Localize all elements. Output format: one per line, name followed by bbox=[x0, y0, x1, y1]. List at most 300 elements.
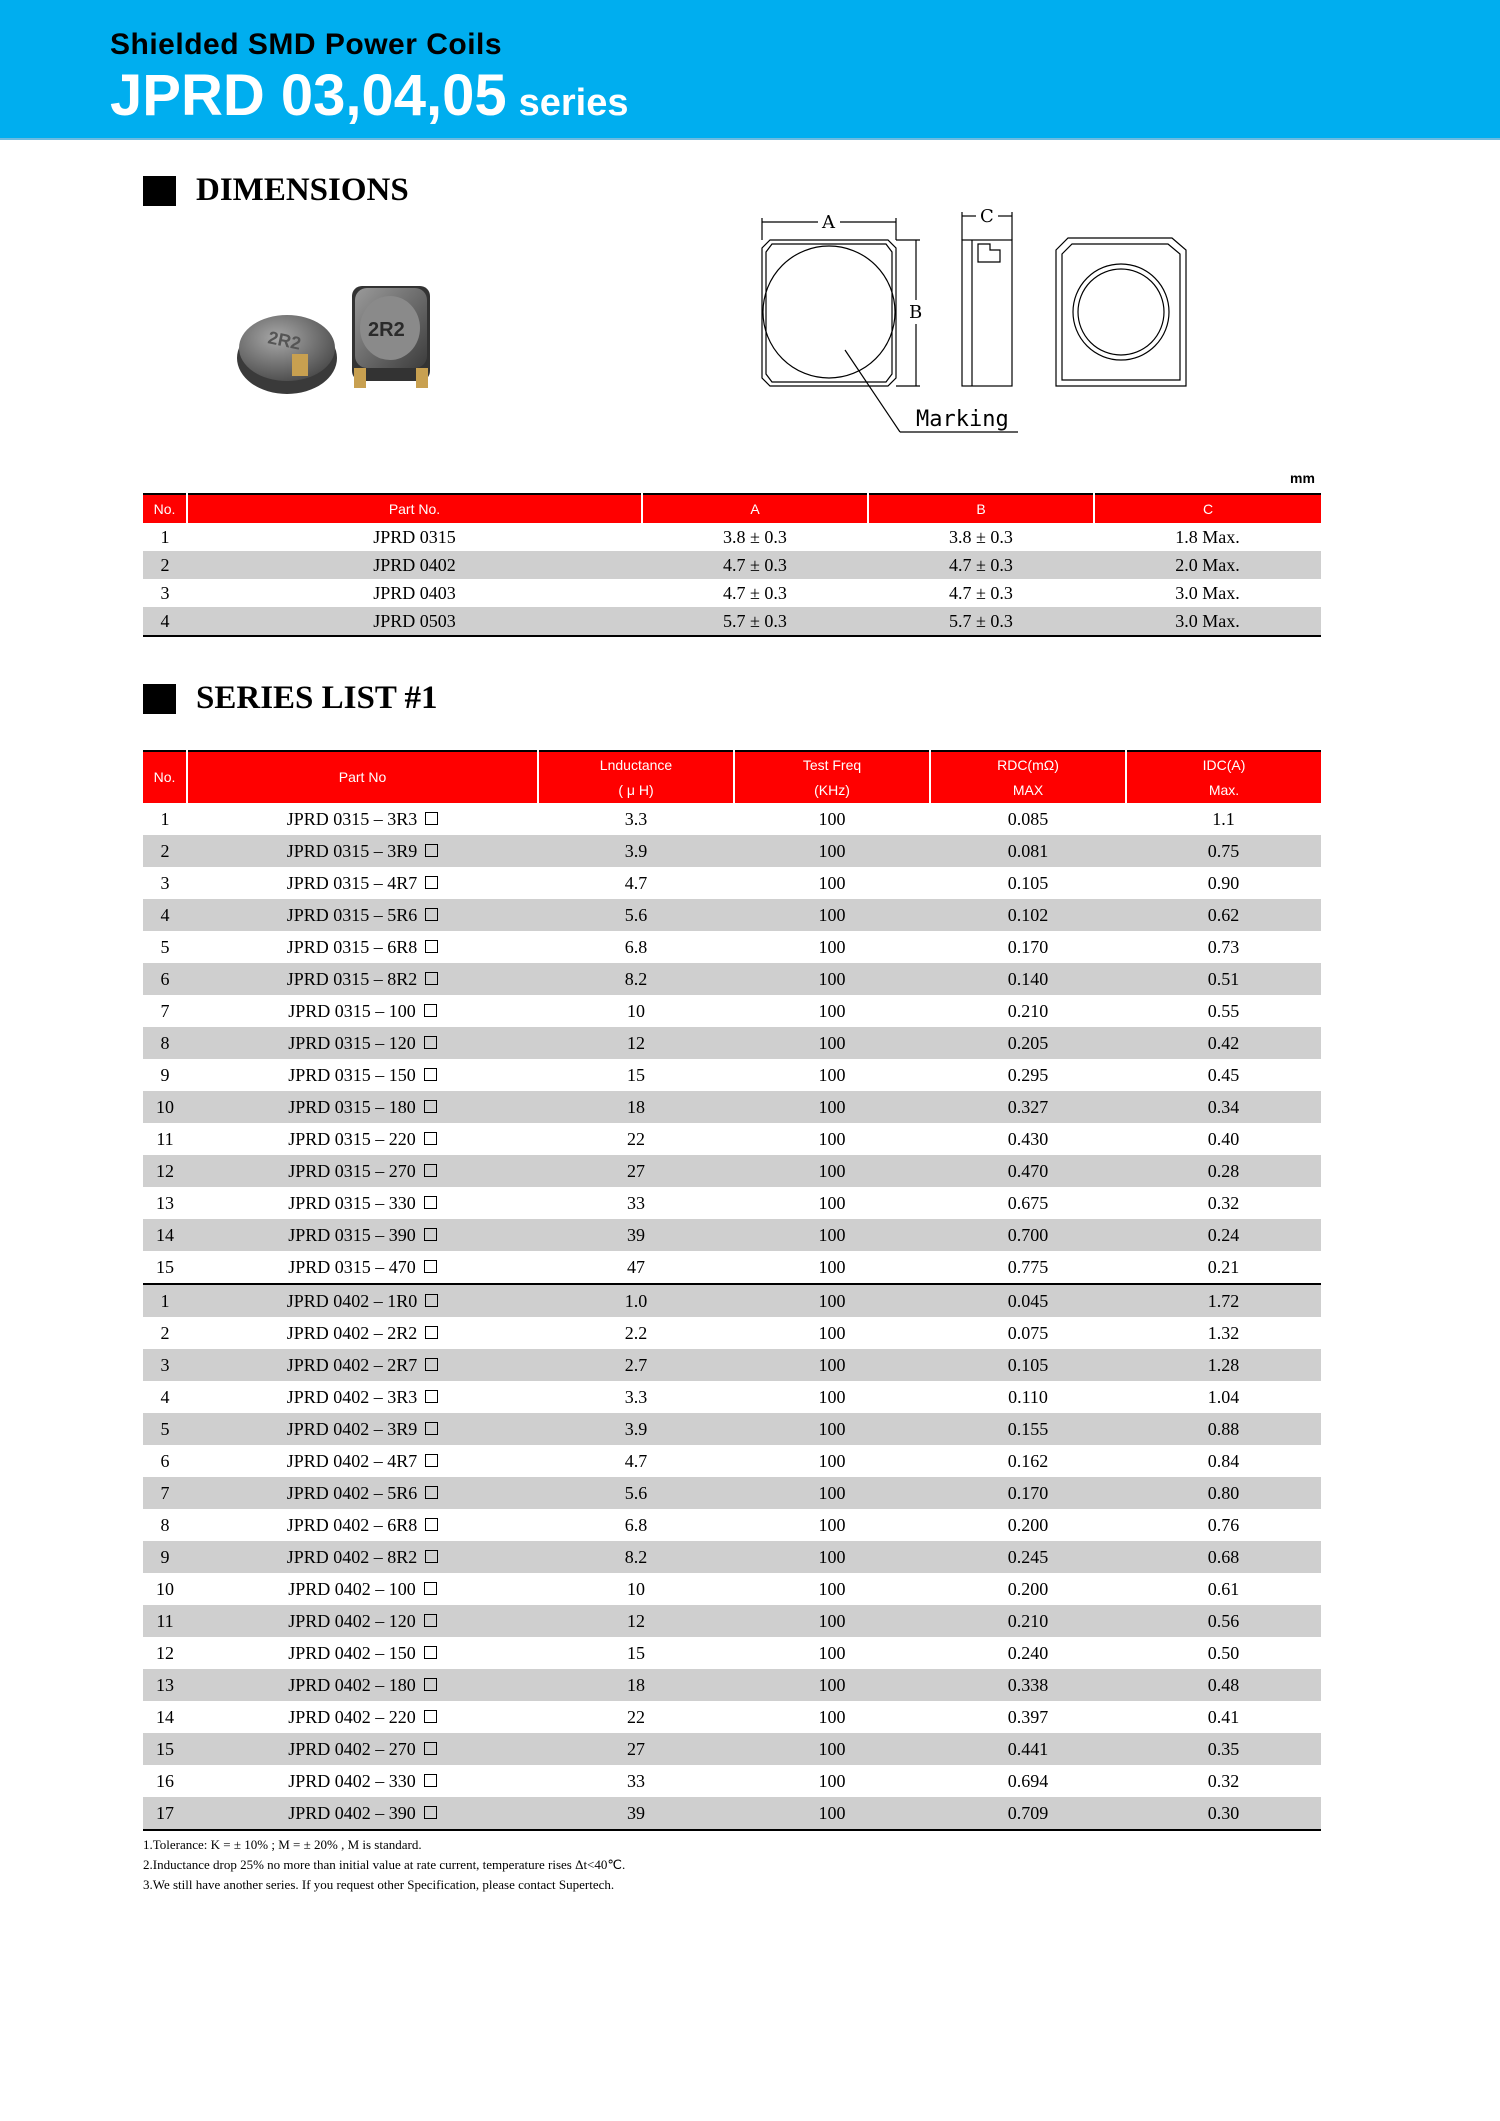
cell-c: 2.0 Max. bbox=[1094, 551, 1321, 579]
cell-test-freq: 100 bbox=[734, 1284, 930, 1317]
part-number-text: JPRD 0315 – 6R8 bbox=[286, 936, 418, 957]
cell-part-no bbox=[187, 867, 538, 899]
table-row bbox=[143, 551, 1321, 579]
series-header-part-no bbox=[187, 751, 538, 803]
table-row bbox=[143, 1509, 1321, 1541]
cell-idc: 1.1 bbox=[1126, 803, 1321, 835]
table-row bbox=[143, 899, 1321, 931]
cell-inductance: 39 bbox=[538, 1219, 734, 1251]
cell-inductance: 39 bbox=[538, 1797, 734, 1830]
cell-no: 14 bbox=[143, 1701, 187, 1733]
cell-test-freq: 100 bbox=[734, 1349, 930, 1381]
cell-test-freq: 100 bbox=[734, 1123, 930, 1155]
photo-marking-1: 2R2 bbox=[266, 327, 303, 354]
cell-no: 15 bbox=[143, 1733, 187, 1765]
table-row bbox=[143, 1317, 1321, 1349]
table-row bbox=[143, 1059, 1321, 1091]
cell-inductance: 22 bbox=[538, 1123, 734, 1155]
dimensions-heading bbox=[143, 172, 409, 209]
cell-part-no bbox=[187, 1605, 538, 1637]
part-number-text: JPRD 0315 – 330 bbox=[288, 1192, 416, 1213]
table-row bbox=[143, 1605, 1321, 1637]
tolerance-box-icon bbox=[425, 1358, 438, 1371]
header-title-main: JPRD 03,04,05 bbox=[110, 63, 507, 128]
tolerance-box-icon bbox=[425, 940, 438, 953]
drawing-marking-label: Marking bbox=[916, 407, 1009, 432]
cell-part-no bbox=[187, 963, 538, 995]
part-number-text: JPRD 0315 – 3R3 bbox=[286, 808, 418, 829]
cell-no: 13 bbox=[143, 1187, 187, 1219]
cell-idc: 0.28 bbox=[1126, 1155, 1321, 1187]
cell-idc: 1.28 bbox=[1126, 1349, 1321, 1381]
part-number-text: JPRD 0315 – 5R6 bbox=[286, 904, 418, 925]
table-row bbox=[143, 963, 1321, 995]
tolerance-box-icon bbox=[424, 1710, 437, 1723]
series-header-rdc-unit: MAX bbox=[1012, 781, 1044, 798]
table-row bbox=[143, 931, 1321, 963]
tolerance-box-icon bbox=[424, 1100, 437, 1113]
cell-no: 7 bbox=[143, 1477, 187, 1509]
tolerance-box-icon bbox=[425, 1422, 438, 1435]
note-2: 2.Inductance drop 25% no more than initial value at rate current, temperature rises Δt<40℃. bbox=[143, 1857, 626, 1872]
cell-idc: 0.88 bbox=[1126, 1413, 1321, 1445]
part-number-text: JPRD 0402 – 4R7 bbox=[286, 1450, 418, 1471]
cell-idc: 0.32 bbox=[1126, 1765, 1321, 1797]
tolerance-box-icon bbox=[425, 1518, 438, 1531]
cell-test-freq: 100 bbox=[734, 1477, 930, 1509]
cell-no: 4 bbox=[143, 899, 187, 931]
cell-no: 9 bbox=[143, 1059, 187, 1091]
cell-idc: 0.40 bbox=[1126, 1123, 1321, 1155]
cell-idc: 0.73 bbox=[1126, 931, 1321, 963]
cell-rdc: 0.245 bbox=[930, 1541, 1126, 1573]
cell-inductance: 2.7 bbox=[538, 1349, 734, 1381]
cell-no: 14 bbox=[143, 1219, 187, 1251]
cell-rdc: 0.210 bbox=[930, 995, 1126, 1027]
tolerance-box-icon bbox=[425, 908, 438, 921]
cell-idc: 1.04 bbox=[1126, 1381, 1321, 1413]
cell-no: 2 bbox=[143, 551, 187, 579]
cell-rdc: 0.081 bbox=[930, 835, 1126, 867]
cell-no: 12 bbox=[143, 1155, 187, 1187]
part-number-text: JPRD 0315 – 100 bbox=[288, 1000, 416, 1021]
cell-rdc: 0.162 bbox=[930, 1445, 1126, 1477]
tolerance-box-icon bbox=[425, 1454, 438, 1467]
cell-rdc: 0.694 bbox=[930, 1765, 1126, 1797]
cell-idc: 0.68 bbox=[1126, 1541, 1321, 1573]
cell-inductance: 33 bbox=[538, 1765, 734, 1797]
cell-rdc: 0.200 bbox=[930, 1573, 1126, 1605]
table-row bbox=[143, 1251, 1321, 1284]
cell-rdc: 0.205 bbox=[930, 1027, 1126, 1059]
dim-header-part-no: Part No. bbox=[187, 494, 642, 523]
part-number-text: JPRD 0402 – 1R0 bbox=[286, 1290, 418, 1311]
tolerance-box-icon bbox=[425, 1486, 438, 1499]
header-title-suffix: series bbox=[518, 82, 629, 124]
cell-inductance: 15 bbox=[538, 1059, 734, 1091]
cell-no: 11 bbox=[143, 1123, 187, 1155]
tolerance-box-icon bbox=[424, 1260, 437, 1273]
cell-part-no bbox=[187, 1541, 538, 1573]
cell-a: 5.7 ± 0.3 bbox=[642, 607, 868, 636]
cell-rdc: 0.327 bbox=[930, 1091, 1126, 1123]
cell-test-freq: 100 bbox=[734, 1669, 930, 1701]
cell-idc: 0.32 bbox=[1126, 1187, 1321, 1219]
tolerance-box-icon bbox=[425, 812, 438, 825]
part-number-text: JPRD 0402 – 220 bbox=[288, 1706, 416, 1727]
cell-test-freq: 100 bbox=[734, 1187, 930, 1219]
cell-no: 2 bbox=[143, 835, 187, 867]
dim-header-a: A bbox=[642, 494, 868, 523]
cell-idc: 0.35 bbox=[1126, 1733, 1321, 1765]
part-number-text: JPRD 0315 – 8R2 bbox=[286, 968, 418, 989]
cell-inductance: 12 bbox=[538, 1605, 734, 1637]
cell-test-freq: 100 bbox=[734, 1701, 930, 1733]
part-number-text: JPRD 0402 – 330 bbox=[288, 1770, 416, 1791]
table-row bbox=[143, 1573, 1321, 1605]
part-number-text: JPRD 0402 – 270 bbox=[288, 1738, 416, 1759]
table-row bbox=[143, 1541, 1321, 1573]
cell-part-no bbox=[187, 1219, 538, 1251]
cell-test-freq: 100 bbox=[734, 1445, 930, 1477]
tolerance-box-icon bbox=[424, 1196, 437, 1209]
part-number-text: JPRD 0402 – 3R3 bbox=[286, 1386, 418, 1407]
cell-part-no bbox=[187, 995, 538, 1027]
cell-test-freq: 100 bbox=[734, 1733, 930, 1765]
cell-no: 6 bbox=[143, 1445, 187, 1477]
cell-idc: 0.24 bbox=[1126, 1219, 1321, 1251]
cell-part-no bbox=[187, 1091, 538, 1123]
cell-part-no bbox=[187, 835, 538, 867]
cell-idc: 0.21 bbox=[1126, 1251, 1321, 1284]
cell-b: 4.7 ± 0.3 bbox=[868, 579, 1094, 607]
part-number-text: JPRD 0402 – 150 bbox=[288, 1642, 416, 1663]
cell-part-no bbox=[187, 931, 538, 963]
cell-rdc: 0.155 bbox=[930, 1413, 1126, 1445]
header-rule bbox=[0, 138, 1500, 140]
cell-no: 8 bbox=[143, 1027, 187, 1059]
tolerance-box-icon bbox=[425, 972, 438, 985]
cell-idc: 0.41 bbox=[1126, 1701, 1321, 1733]
tolerance-box-icon bbox=[424, 1068, 437, 1081]
cell-test-freq: 100 bbox=[734, 1541, 930, 1573]
cell-inductance: 2.2 bbox=[538, 1317, 734, 1349]
part-number-text: JPRD 0315 – 3R9 bbox=[286, 840, 418, 861]
cell-test-freq: 100 bbox=[734, 1765, 930, 1797]
dim-header-no: No. bbox=[143, 494, 187, 523]
cell-no: 6 bbox=[143, 963, 187, 995]
part-number-text: JPRD 0315 – 470 bbox=[288, 1256, 416, 1277]
series-list-title: SERIES LIST #1 bbox=[196, 680, 438, 716]
series-header-inductance-label: Lnductance bbox=[599, 756, 673, 773]
cell-idc: 0.62 bbox=[1126, 899, 1321, 931]
cell-no: 1 bbox=[143, 1284, 187, 1317]
dimension-drawing bbox=[750, 200, 1200, 440]
cell-c: 1.8 Max. bbox=[1094, 523, 1321, 551]
cell-test-freq: 100 bbox=[734, 1797, 930, 1830]
cell-part-no bbox=[187, 1573, 538, 1605]
table-row bbox=[143, 1733, 1321, 1765]
cell-inductance: 4.7 bbox=[538, 1445, 734, 1477]
cell-inductance: 6.8 bbox=[538, 931, 734, 963]
cell-part-no bbox=[187, 1317, 538, 1349]
cell-idc: 0.48 bbox=[1126, 1669, 1321, 1701]
table-row bbox=[143, 523, 1321, 551]
cell-rdc: 0.430 bbox=[930, 1123, 1126, 1155]
dimensions-table bbox=[143, 493, 1321, 637]
cell-test-freq: 100 bbox=[734, 931, 930, 963]
cell-rdc: 0.075 bbox=[930, 1317, 1126, 1349]
drawing-label-c: C bbox=[980, 206, 994, 227]
part-number-text: JPRD 0315 – 150 bbox=[288, 1064, 416, 1085]
cell-no: 3 bbox=[143, 867, 187, 899]
cell-no: 9 bbox=[143, 1541, 187, 1573]
part-number-text: JPRD 0315 – 220 bbox=[288, 1128, 416, 1149]
tolerance-box-icon bbox=[424, 1004, 437, 1017]
cell-rdc: 0.338 bbox=[930, 1669, 1126, 1701]
table-row bbox=[143, 995, 1321, 1027]
cell-part-no bbox=[187, 1349, 538, 1381]
dim-header-b: B bbox=[868, 494, 1094, 523]
table-row bbox=[143, 1284, 1321, 1317]
cell-no: 10 bbox=[143, 1091, 187, 1123]
series-header-part-no-label: Part No bbox=[338, 769, 387, 785]
photo-marking-2: 2R2 bbox=[368, 319, 405, 341]
cell-idc: 0.55 bbox=[1126, 995, 1321, 1027]
cell-part-no bbox=[187, 1027, 538, 1059]
series-header-idc-unit: Max. bbox=[1208, 781, 1240, 798]
part-number-text: JPRD 0402 – 390 bbox=[288, 1802, 416, 1823]
cell-part-no bbox=[187, 1701, 538, 1733]
part-number-text: JPRD 0402 – 5R6 bbox=[286, 1482, 418, 1503]
cell-test-freq: 100 bbox=[734, 835, 930, 867]
cell-part-no bbox=[187, 1413, 538, 1445]
cell-a: 3.8 ± 0.3 bbox=[642, 523, 868, 551]
cell-idc: 0.56 bbox=[1126, 1605, 1321, 1637]
cell-test-freq: 100 bbox=[734, 1637, 930, 1669]
note-1: 1.Tolerance: K = ± 10% ; M = ± 20% , M is standard. bbox=[143, 1837, 422, 1852]
part-number-text: JPRD 0402 – 100 bbox=[288, 1578, 416, 1599]
cell-inductance: 5.6 bbox=[538, 899, 734, 931]
cell-part-no bbox=[187, 1059, 538, 1091]
series-header-rdc-label: RDC(mΩ) bbox=[997, 756, 1059, 773]
heading-square-icon bbox=[143, 176, 176, 206]
cell-inductance: 15 bbox=[538, 1637, 734, 1669]
tolerance-box-icon bbox=[424, 1614, 437, 1627]
cell-part-no bbox=[187, 1797, 538, 1830]
table-row bbox=[143, 835, 1321, 867]
tolerance-box-icon bbox=[425, 1326, 438, 1339]
table-row bbox=[143, 1123, 1321, 1155]
heading-square-icon bbox=[143, 684, 176, 714]
cell-inductance: 10 bbox=[538, 995, 734, 1027]
cell-part-no: JPRD 0403 bbox=[187, 579, 642, 607]
cell-part-no bbox=[187, 1477, 538, 1509]
cell-idc: 0.84 bbox=[1126, 1445, 1321, 1477]
cell-part-no bbox=[187, 1123, 538, 1155]
cell-test-freq: 100 bbox=[734, 1413, 930, 1445]
cell-no: 3 bbox=[143, 579, 187, 607]
cell-idc: 1.72 bbox=[1126, 1284, 1321, 1317]
cell-test-freq: 100 bbox=[734, 1219, 930, 1251]
series-header-test-freq-label: Test Freq bbox=[802, 756, 862, 773]
cell-no: 10 bbox=[143, 1573, 187, 1605]
cell-part-no bbox=[187, 803, 538, 835]
series-header-no bbox=[143, 751, 187, 803]
drawing-label-a: A bbox=[822, 212, 835, 233]
cell-a: 4.7 ± 0.3 bbox=[642, 579, 868, 607]
cell-no: 3 bbox=[143, 1349, 187, 1381]
cell-rdc: 0.441 bbox=[930, 1733, 1126, 1765]
table-row bbox=[143, 1445, 1321, 1477]
cell-rdc: 0.675 bbox=[930, 1187, 1126, 1219]
dimensions-header-row bbox=[143, 494, 1321, 523]
cell-no: 13 bbox=[143, 1669, 187, 1701]
tolerance-box-icon bbox=[424, 1582, 437, 1595]
cell-idc: 1.32 bbox=[1126, 1317, 1321, 1349]
cell-inductance: 47 bbox=[538, 1251, 734, 1284]
cell-part-no: JPRD 0503 bbox=[187, 607, 642, 636]
cell-no: 17 bbox=[143, 1797, 187, 1830]
dimensions-title: DIMENSIONS bbox=[196, 172, 409, 208]
cell-test-freq: 100 bbox=[734, 1573, 930, 1605]
table-row bbox=[143, 1669, 1321, 1701]
cell-rdc: 0.170 bbox=[930, 931, 1126, 963]
cell-a: 4.7 ± 0.3 bbox=[642, 551, 868, 579]
table-row bbox=[143, 803, 1321, 835]
product-photo bbox=[232, 278, 437, 408]
cell-inductance: 12 bbox=[538, 1027, 734, 1059]
series-header-test-freq bbox=[734, 751, 930, 803]
cell-idc: 0.50 bbox=[1126, 1637, 1321, 1669]
table-row bbox=[143, 1155, 1321, 1187]
cell-rdc: 0.045 bbox=[930, 1284, 1126, 1317]
cell-inductance: 3.9 bbox=[538, 1413, 734, 1445]
cell-test-freq: 100 bbox=[734, 867, 930, 899]
cell-no: 5 bbox=[143, 1413, 187, 1445]
part-number-text: JPRD 0315 – 390 bbox=[288, 1224, 416, 1245]
cell-inductance: 4.7 bbox=[538, 867, 734, 899]
series-header-no-label: No. bbox=[153, 769, 176, 785]
series-header-inductance-unit: ( μ H) bbox=[618, 781, 654, 798]
cell-idc: 0.51 bbox=[1126, 963, 1321, 995]
cell-rdc: 0.775 bbox=[930, 1251, 1126, 1284]
cell-rdc: 0.240 bbox=[930, 1637, 1126, 1669]
part-number-text: JPRD 0402 – 2R2 bbox=[286, 1322, 418, 1343]
table-row bbox=[143, 1219, 1321, 1251]
cell-no: 5 bbox=[143, 931, 187, 963]
series-table bbox=[143, 750, 1321, 1831]
cell-part-no bbox=[187, 1733, 538, 1765]
cell-rdc: 0.200 bbox=[930, 1509, 1126, 1541]
cell-idc: 0.45 bbox=[1126, 1059, 1321, 1091]
cell-b: 3.8 ± 0.3 bbox=[868, 523, 1094, 551]
tolerance-box-icon bbox=[424, 1742, 437, 1755]
part-number-text: JPRD 0402 – 2R7 bbox=[286, 1354, 418, 1375]
cell-idc: 0.75 bbox=[1126, 835, 1321, 867]
table-row bbox=[143, 1765, 1321, 1797]
cell-part-no bbox=[187, 1637, 538, 1669]
cell-no: 16 bbox=[143, 1765, 187, 1797]
cell-no: 4 bbox=[143, 607, 187, 636]
table-row bbox=[143, 1187, 1321, 1219]
cell-test-freq: 100 bbox=[734, 899, 930, 931]
cell-no: 1 bbox=[143, 803, 187, 835]
cell-test-freq: 100 bbox=[734, 1605, 930, 1637]
cell-rdc: 0.110 bbox=[930, 1381, 1126, 1413]
cell-rdc: 0.170 bbox=[930, 1477, 1126, 1509]
cell-no: 11 bbox=[143, 1605, 187, 1637]
cell-idc: 0.76 bbox=[1126, 1509, 1321, 1541]
series-header-row bbox=[143, 751, 1321, 803]
cell-rdc: 0.105 bbox=[930, 867, 1126, 899]
part-number-text: JPRD 0315 – 120 bbox=[288, 1032, 416, 1053]
table-row bbox=[143, 1701, 1321, 1733]
cell-inductance: 6.8 bbox=[538, 1509, 734, 1541]
note-3: 3.We still have another series. If you request other Specification, please contact Supertech. bbox=[143, 1877, 615, 1892]
cell-inductance: 1.0 bbox=[538, 1284, 734, 1317]
cell-inductance: 22 bbox=[538, 1701, 734, 1733]
cell-part-no bbox=[187, 1669, 538, 1701]
series-header-idc bbox=[1126, 751, 1321, 803]
drawing-label-b: B bbox=[909, 302, 923, 323]
tolerance-box-icon bbox=[425, 876, 438, 889]
cell-part-no bbox=[187, 1251, 538, 1284]
notes bbox=[143, 1835, 625, 1895]
cell-test-freq: 100 bbox=[734, 963, 930, 995]
table-row bbox=[143, 1349, 1321, 1381]
cell-part-no bbox=[187, 1284, 538, 1317]
cell-part-no bbox=[187, 1765, 538, 1797]
table-row bbox=[143, 1413, 1321, 1445]
tolerance-box-icon bbox=[425, 844, 438, 857]
cell-rdc: 0.105 bbox=[930, 1349, 1126, 1381]
table-row bbox=[143, 1477, 1321, 1509]
header-title bbox=[110, 62, 629, 129]
part-number-text: JPRD 0315 – 270 bbox=[288, 1160, 416, 1181]
cell-no: 4 bbox=[143, 1381, 187, 1413]
table-row bbox=[143, 1381, 1321, 1413]
cell-rdc: 0.085 bbox=[930, 803, 1126, 835]
cell-no: 7 bbox=[143, 995, 187, 1027]
cell-inductance: 5.6 bbox=[538, 1477, 734, 1509]
cell-rdc: 0.140 bbox=[930, 963, 1126, 995]
cell-test-freq: 100 bbox=[734, 1381, 930, 1413]
cell-inductance: 8.2 bbox=[538, 963, 734, 995]
tolerance-box-icon bbox=[425, 1390, 438, 1403]
cell-part-no: JPRD 0402 bbox=[187, 551, 642, 579]
tolerance-box-icon bbox=[424, 1774, 437, 1787]
table-row bbox=[143, 1091, 1321, 1123]
cell-idc: 0.80 bbox=[1126, 1477, 1321, 1509]
cell-rdc: 0.210 bbox=[930, 1605, 1126, 1637]
cell-c: 3.0 Max. bbox=[1094, 579, 1321, 607]
cell-part-no: JPRD 0315 bbox=[187, 523, 642, 551]
cell-test-freq: 100 bbox=[734, 995, 930, 1027]
tolerance-box-icon bbox=[424, 1228, 437, 1241]
unit-label: mm bbox=[1290, 470, 1315, 486]
tolerance-box-icon bbox=[424, 1164, 437, 1177]
cell-idc: 0.34 bbox=[1126, 1091, 1321, 1123]
cell-no: 15 bbox=[143, 1251, 187, 1284]
header-subtitle: Shielded SMD Power Coils bbox=[110, 28, 503, 61]
tolerance-box-icon bbox=[424, 1036, 437, 1049]
cell-rdc: 0.700 bbox=[930, 1219, 1126, 1251]
cell-no: 8 bbox=[143, 1509, 187, 1541]
dim-header-c: C bbox=[1094, 494, 1321, 523]
cell-idc: 0.30 bbox=[1126, 1797, 1321, 1830]
cell-part-no bbox=[187, 1509, 538, 1541]
